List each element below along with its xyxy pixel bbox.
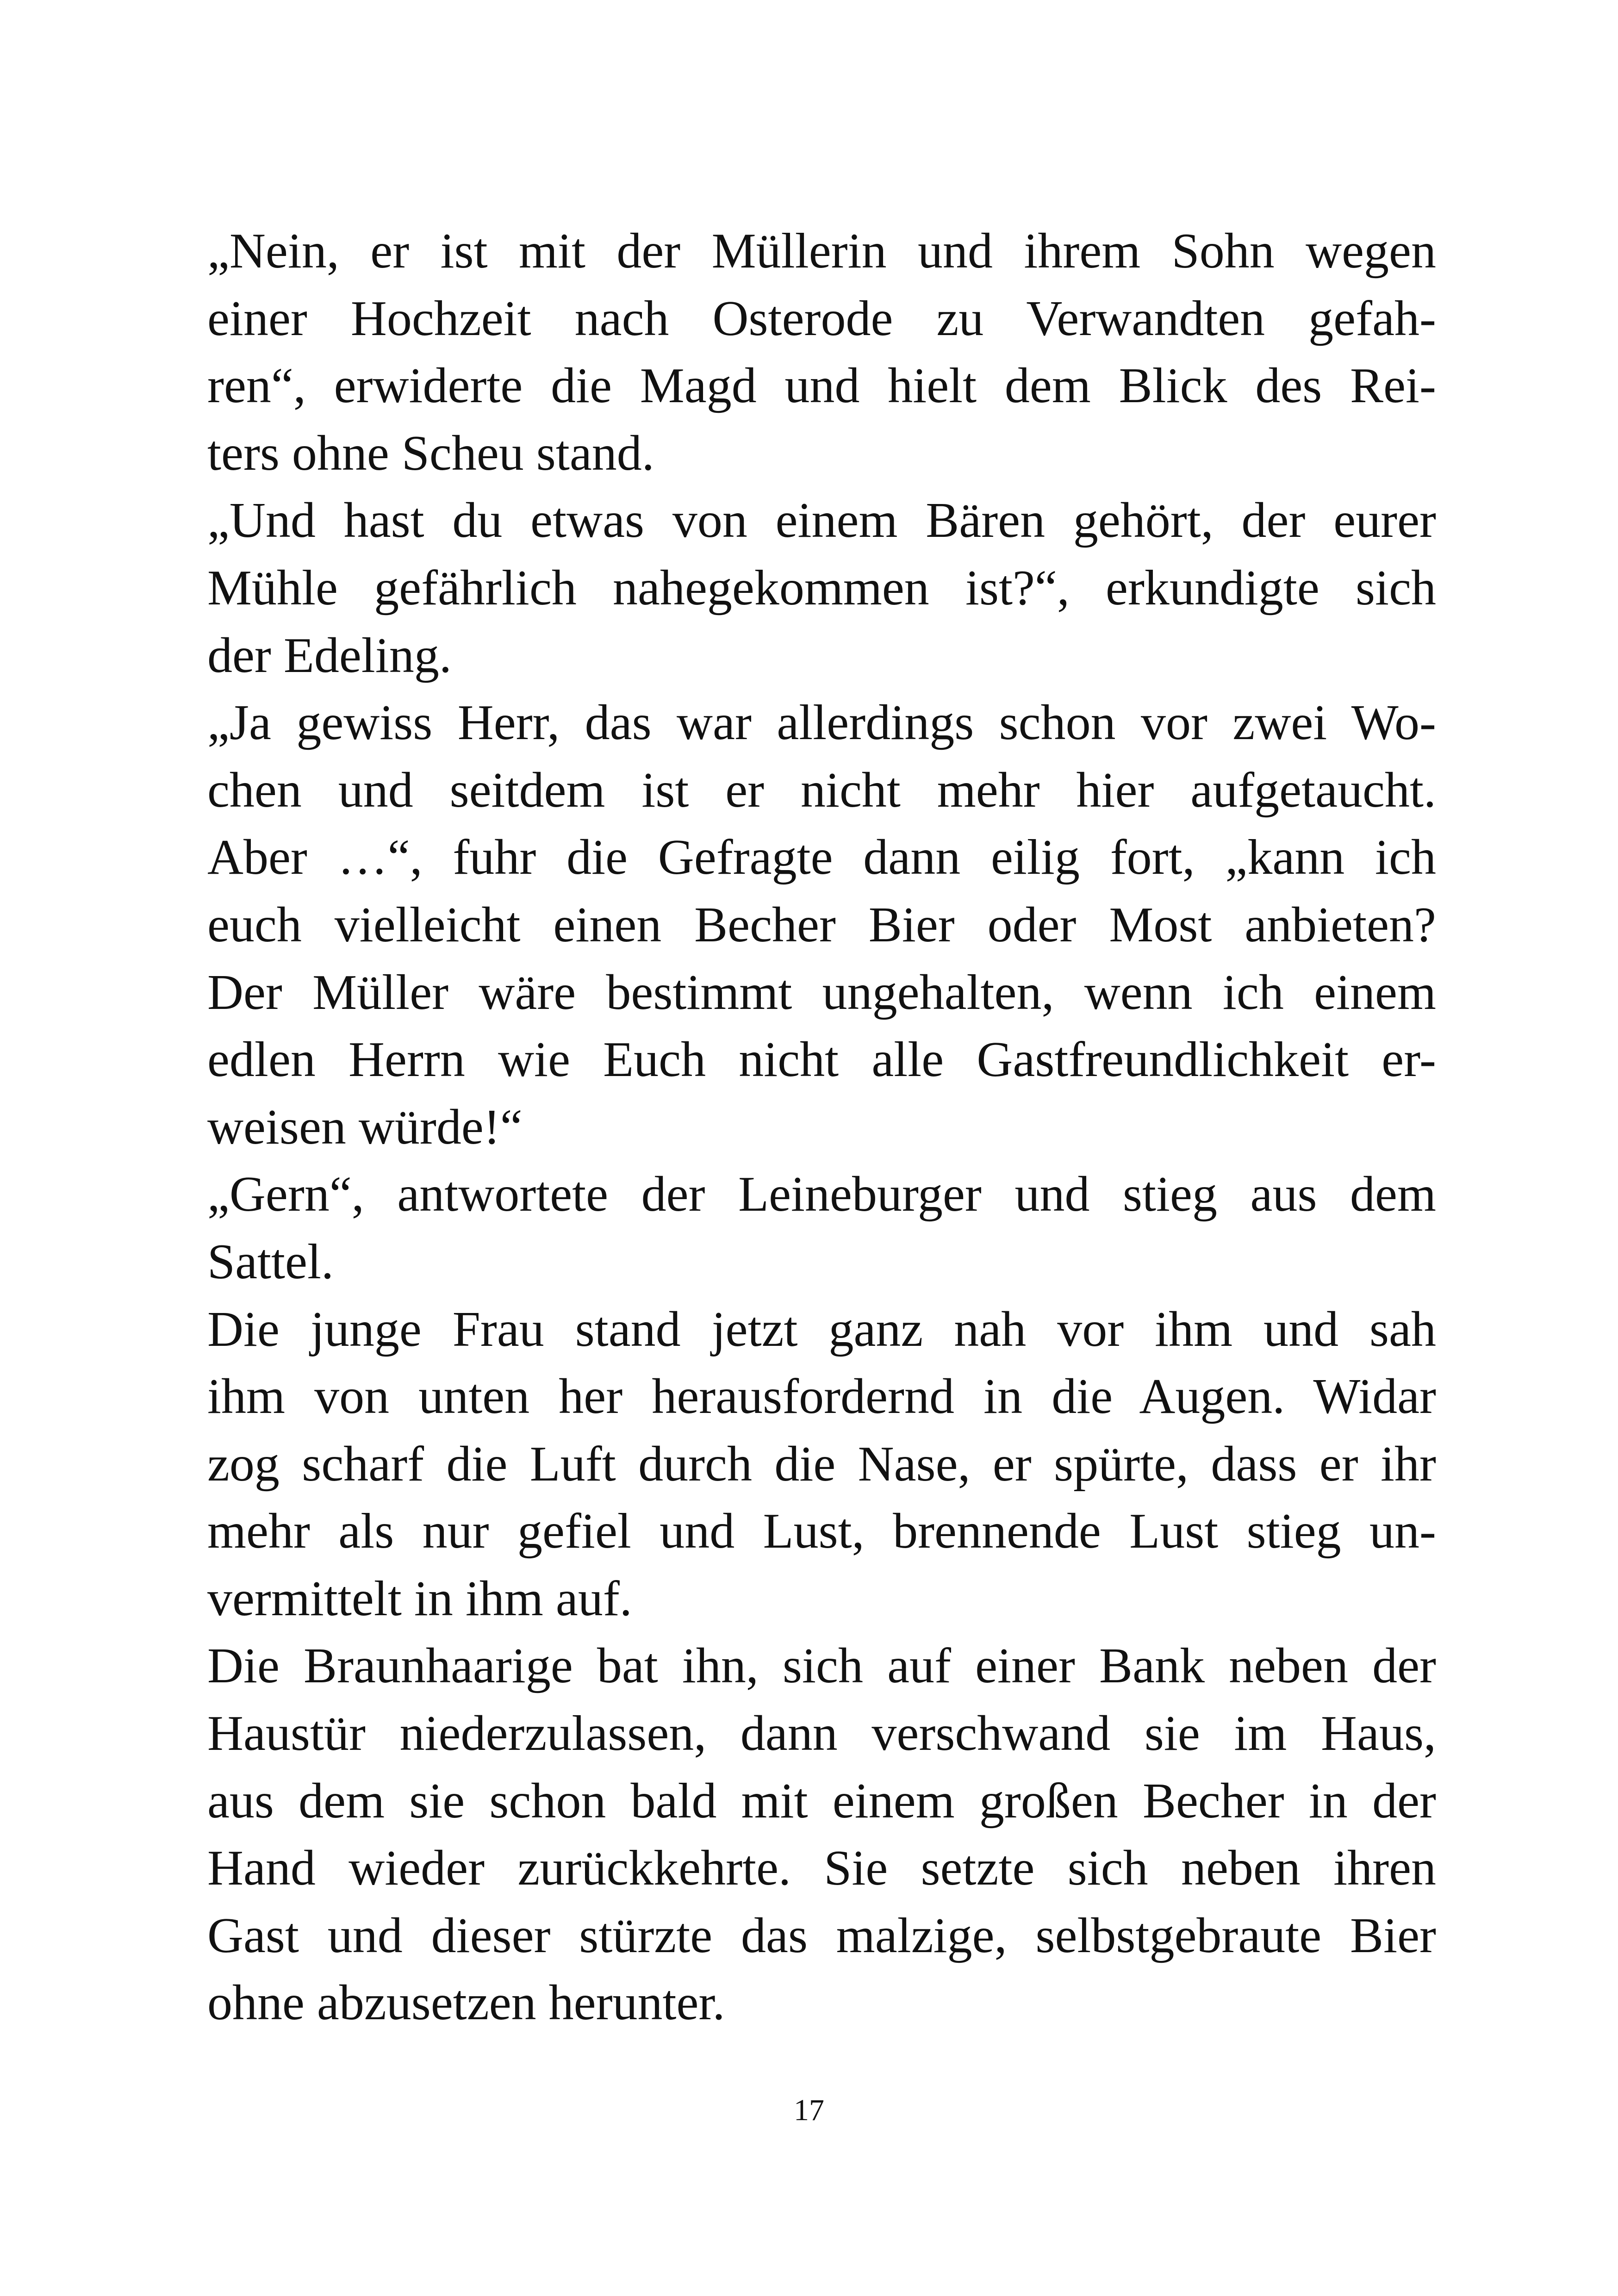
body-text — [207, 218, 1436, 2037]
text-line: zog scharf die Luft durch die Nase, er spürte, dass er ihr — [207, 1436, 1436, 1492]
text-line: Der Müller wäre bestimmt ungehalten, wenn ich einem — [207, 964, 1436, 1020]
text-line: aus dem sie schon bald mit einem großen Becher in der — [207, 1773, 1436, 1829]
text-line: Sattel. — [207, 1234, 334, 1289]
text-line: Hand wieder zurückkehrte. Sie setzte sich neben ihren — [207, 1841, 1436, 1896]
text-line: edlen Herrn wie Euch nicht alle Gastfreundlichkeit er- — [207, 1032, 1436, 1088]
text-line: chen und seitdem ist er nicht mehr hier aufgetaucht. — [207, 762, 1436, 818]
text-line: der Edeling. — [207, 628, 452, 683]
text-line: ren“, erwiderte die Magd und hielt dem Blick des Rei- — [207, 358, 1436, 414]
text-line: Mühle gefährlich nahegekommen ist?“, erkundigte sich — [207, 560, 1436, 616]
text-line: ohne abzusetzen herunter. — [207, 1975, 725, 2031]
text-line: Die Braunhaarige bat ihn, sich auf einer Bank neben der — [207, 1638, 1436, 1694]
text-line: ihm von unten her herausfordernd in die Augen. Widar — [207, 1369, 1436, 1425]
page-number: 17 — [794, 2093, 824, 2127]
text-line: ters ohne Scheu stand. — [207, 425, 654, 481]
text-line: vermittelt in ihm auf. — [207, 1571, 632, 1626]
text-line: Die junge Frau stand jetzt ganz nah vor ihm und sah — [207, 1301, 1436, 1357]
text-line: weisen würde!“ — [207, 1099, 523, 1155]
text-line: Aber …“, fuhr die Gefragte dann eilig fort, „kann ich — [207, 830, 1436, 885]
text-line: mehr als nur gefiel und Lust, brennende Lust stieg un- — [207, 1504, 1436, 1559]
text-line: „Und hast du etwas von einem Bären gehört, der eurer — [207, 493, 1436, 548]
text-line: euch vielleicht einen Becher Bier oder Most anbieten? — [207, 897, 1436, 952]
text-line: einer Hochzeit nach Osterode zu Verwandten gefah- — [207, 291, 1436, 346]
text-line: „Gern“, antwortete der Leineburger und stieg aus dem — [207, 1167, 1436, 1222]
text-line: Haustür niederzulassen, dann verschwand sie im Haus, — [207, 1706, 1436, 1761]
text-line: „Ja gewiss Herr, das war allerdings schon vor zwei Wo- — [207, 695, 1436, 751]
text-line: „Nein, er ist mit der Müllerin und ihrem Sohn wegen — [207, 224, 1436, 279]
text-line: Gast und dieser stürzte das malzige, selbstgebraute Bier — [207, 1908, 1436, 1963]
